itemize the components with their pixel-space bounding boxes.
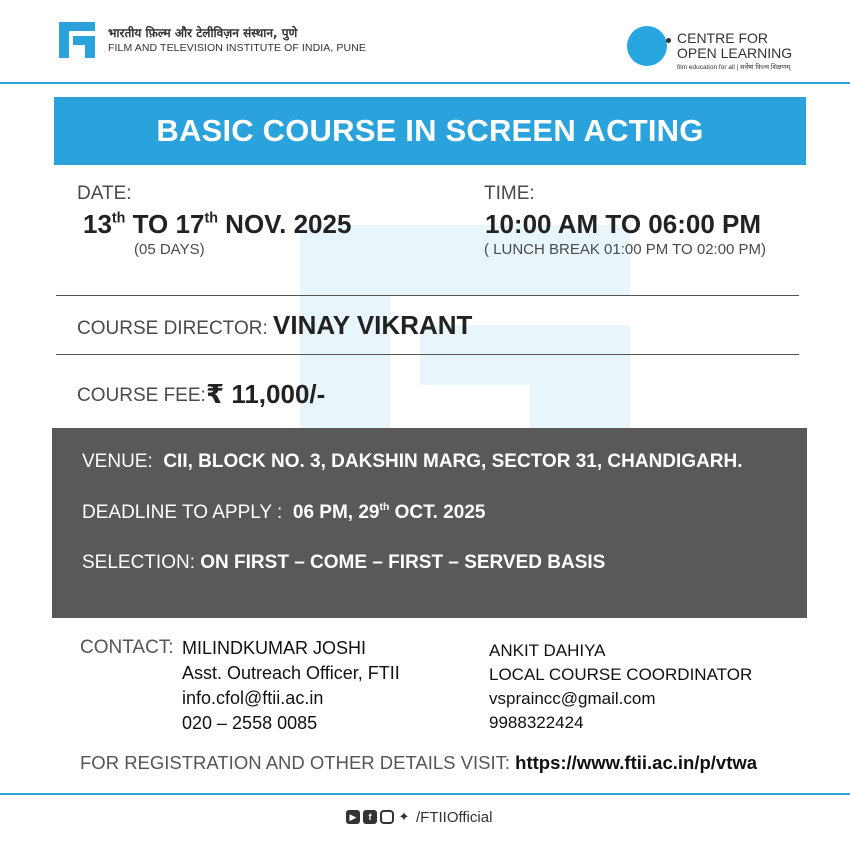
director-label: COURSE DIRECTOR: — [77, 318, 268, 339]
registration-label: FOR REGISTRATION AND OTHER DETAILS VISIT: — [80, 752, 511, 773]
time-note: ( LUNCH BREAK 01:00 PM TO 02:00 PM) — [484, 241, 767, 258]
institute-name-english: FILM AND TELEVISION INSTITUTE OF INDIA, PUNE — [108, 42, 366, 54]
youtube-icon[interactable]: ▶ — [346, 810, 360, 824]
venue-value: CII, BLOCK NO. 3, DAKSHIN MARG, SECTOR 31, CHANDIGARH. — [163, 451, 743, 472]
director-name: VINAY VIKRANT — [273, 310, 473, 340]
contact2-role: LOCAL COURSE COORDINATOR — [489, 665, 753, 684]
divider-2 — [56, 354, 799, 355]
selection-label: SELECTION: — [82, 552, 195, 573]
twitter-icon[interactable]: ✦ — [398, 809, 410, 824]
contact-label: CONTACT: — [80, 637, 174, 658]
ftii-logo-icon — [55, 18, 99, 62]
col-tagline: film education for all | सर्वेषां फिल्म शिक्षणम् — [677, 64, 791, 71]
date-label: DATE: — [77, 183, 132, 204]
footer-divider — [0, 793, 850, 795]
contact-person-2 — [489, 639, 752, 735]
contact1-email[interactable]: info.cfol@ftii.ac.in — [182, 688, 324, 708]
time-value: 10:00 AM TO 06:00 PM — [485, 209, 761, 239]
deadline-line — [82, 502, 485, 524]
course-title: BASIC COURSE IN SCREEN ACTING — [156, 113, 704, 148]
social-handle[interactable]: /FTIIOfficial — [416, 808, 493, 826]
venue-line — [82, 451, 743, 473]
header-divider — [0, 82, 850, 84]
contact2-phone: 9988322424 — [489, 713, 584, 732]
facebook-icon[interactable]: f — [363, 810, 377, 824]
contact1-name: MILINDKUMAR JOSHI — [182, 638, 367, 658]
registration-line — [80, 752, 757, 774]
fee-value: ₹ 11,000/- — [206, 379, 326, 409]
time-label: TIME: — [484, 183, 535, 204]
deadline-value: 06 PM, 29th OCT. 2025 — [292, 502, 486, 523]
institute-name-hindi: भारतीय फ़िल्म और टेलीविज़न संस्थान, पुणे — [108, 26, 298, 40]
divider-1 — [56, 295, 799, 296]
selection-line — [82, 552, 605, 574]
col-logo-dot — [666, 38, 671, 43]
col-title-line2: OPEN LEARNING — [677, 45, 793, 61]
contact2-name: ANKIT DAHIYA — [489, 641, 606, 660]
contact-person-1 — [182, 636, 400, 736]
date-duration: (05 DAYS) — [134, 241, 205, 258]
deadline-label: DEADLINE TO APPLY : — [82, 502, 283, 523]
contact1-phone: 020 – 2558 0085 — [182, 713, 318, 733]
instagram-icon[interactable] — [380, 810, 394, 824]
social-bar — [346, 808, 492, 826]
date-value: 13th TO 17th NOV. 2025 — [83, 209, 352, 239]
col-title-line1: CENTRE FOR — [677, 30, 768, 46]
col-logo-icon — [627, 26, 667, 66]
fee-label: COURSE FEE: — [77, 385, 206, 406]
venue-label: VENUE: — [82, 451, 153, 472]
contact2-email[interactable]: vspraincc@gmail.com — [489, 689, 656, 708]
selection-value: ON FIRST – COME – FIRST – SERVED BASIS — [200, 552, 606, 573]
registration-url[interactable]: https://www.ftii.ac.in/p/vtwa — [515, 752, 758, 773]
contact1-role: Asst. Outreach Officer, FTII — [182, 663, 400, 683]
